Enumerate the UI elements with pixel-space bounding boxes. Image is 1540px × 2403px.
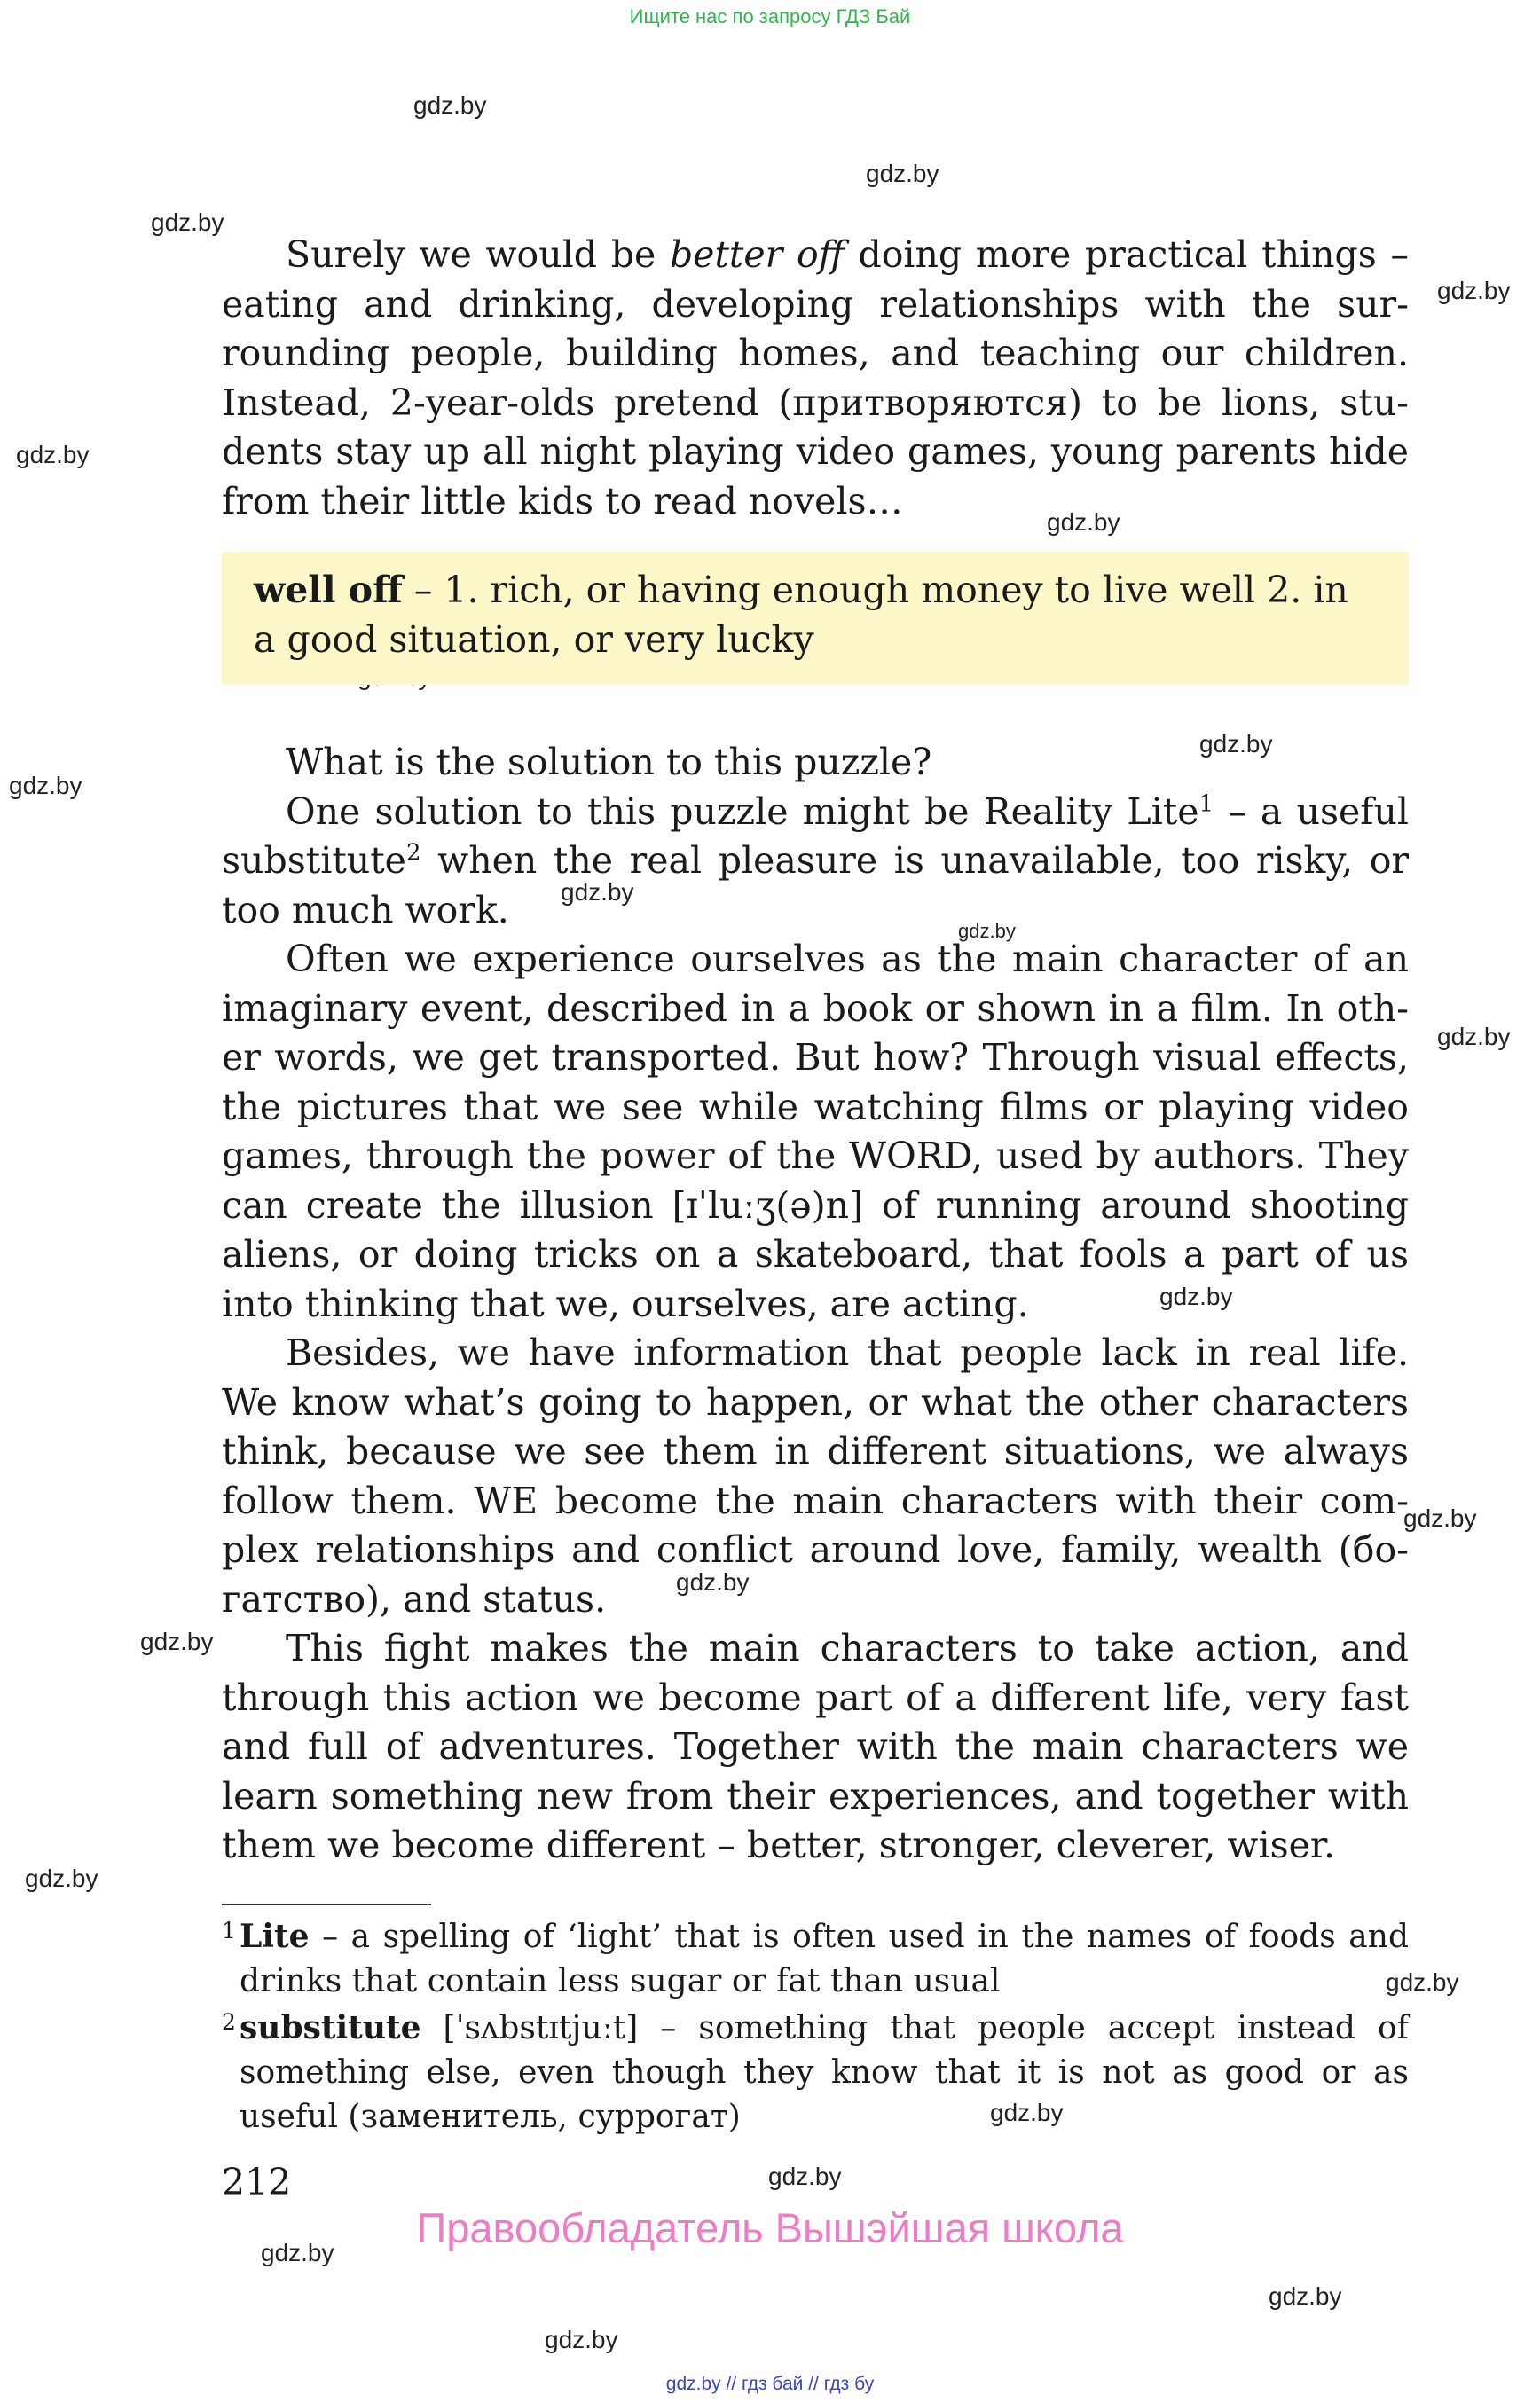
footnote-1: 1 Lite – a spelling of ‘light’ that is often used in the names of foods and drinks that contain less sugar or fat than usual [222, 1918, 1409, 1999]
watermark: gdz.by [1047, 508, 1120, 536]
watermark: gdz.by [866, 160, 939, 187]
watermark: gdz.by [140, 1628, 214, 1655]
watermark: gdz.by [1437, 1023, 1511, 1050]
note-definition: – 1. rich, or having enough money to live well 2. in a good situation, or very lucky [254, 569, 1348, 661]
footnotes [222, 1914, 1409, 2141]
footnote-term: substitute [240, 2009, 421, 2046]
paragraph-question: What is the solution to this puzzle? [286, 741, 932, 783]
watermark: gdz.by [1403, 1504, 1477, 1532]
note-term: well off [254, 569, 403, 611]
italic-phrase: better off [669, 233, 845, 276]
paragraph-experience: Often we experience ourselves as the main character of an imaginary event, described in a book or shown in a film. In other words, we get transported. But how? Through visual effects, the pictures that we see while watching films or playing video games, through the power of the WORD, used by authors. They can create the illusion [ɪˈluːʒ(ə)n] of running around shooting aliens, or doing tricks on a skateboard, that fools a part of us into thinking that we, ourselves, are acting. [222, 938, 1409, 1325]
paragraph-solution: One solution to this puzzle might be Reality Lite$^1$ – a useful substitute$^2$ when the real pleasure is unavailable, too risky, or too much work. [222, 789, 1409, 931]
intro-paragraph: Surely we would be better off doing more practical things – eating and drinking, developing relationships with the surrounding people, building homes, and teaching our children. Instead, 2-year-olds pretend (притворяются) to be lions, students stay up all night playing video games, young parents hide from their little kids to read novels… [222, 233, 1409, 522]
watermark: gdz.by [768, 2163, 842, 2190]
watermark: gdz.by [261, 2239, 334, 2266]
watermark: gdz.by [1386, 1968, 1459, 1996]
watermark: gdz.by [16, 441, 90, 468]
top-banner[interactable]: Ищите нас по запросу ГДЗ Бай [629, 5, 911, 27]
watermark: gdz.by [1269, 2282, 1342, 2310]
footnote-divider [222, 1904, 431, 1905]
watermark: gdz.by [151, 208, 224, 236]
footnote-pronunciation: [ˈsʌbstɪtjuːt] [420, 2010, 639, 2046]
footnote-ref-1[interactable]: 1 [1198, 789, 1214, 817]
bottom-banner[interactable]: gdz.by // гдз бай // гдз бу [665, 2374, 875, 2394]
paragraph-action: This fight makes the main characters to take action, and through this action we become part of a different life, very fast and full of adventures. Together with the main characters we learn something new from their experiences, and together with them we become different – better, stronger, cleverer, wiser. [222, 1627, 1409, 1866]
footnote-term: Lite [240, 1918, 310, 1955]
rights-holder: Правообладатель Вышэйшая школа [416, 2204, 1124, 2251]
watermark: gdz.by [958, 920, 1016, 942]
watermark: gdz.by [25, 1865, 98, 1892]
watermark: gdz.by [1159, 1283, 1233, 1310]
paragraph-information: Besides, we have information that people lack in real life. We know what’s going to happen, or what the other characters think, because we see them in different situations, we always follow them. WE become the main characters with their complex relationships and conflict around love, family, wealth (богатство), and status. [222, 1331, 1409, 1621]
watermark: gdz.by [561, 878, 634, 906]
watermark: gdz.by [9, 772, 82, 799]
watermark: gdz.by [413, 91, 487, 119]
footnote-2: 2 substitute [ˈsʌbstɪtjuːt] – something that people accept instead of something else, even though they know that it is not as good or as useful (заменитель, суррогат) [222, 2009, 1409, 2135]
main-text [222, 738, 1409, 1871]
watermark: gdz.by [545, 2326, 618, 2353]
footnote-ref-2[interactable]: 2 [405, 839, 421, 867]
watermark: gdz.by [676, 1568, 750, 1596]
watermark: gdz.by [1199, 730, 1273, 758]
vocabulary-note [222, 552, 1409, 685]
watermark: gdz.by [1437, 277, 1511, 304]
page-number: 212 [222, 2161, 292, 2203]
watermark: gdz.by [990, 2099, 1064, 2126]
